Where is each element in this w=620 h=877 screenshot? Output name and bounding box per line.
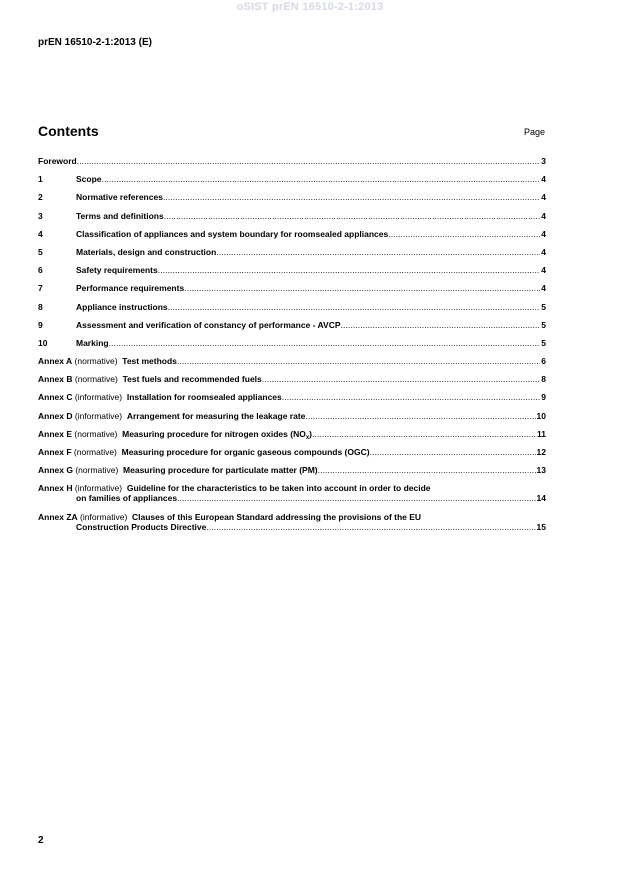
- leader-dots: [216, 247, 540, 257]
- annex-label: Annex E: [38, 428, 73, 439]
- toc-entry-page: 4: [541, 265, 546, 276]
- toc-entry-page: 11: [537, 428, 546, 439]
- toc-entry-title: Appliance instructions: [76, 301, 168, 312]
- page-number: 2: [38, 835, 44, 846]
- toc-entry-number: 8: [38, 301, 43, 312]
- toc-entry-number: 10: [38, 337, 48, 348]
- toc-entry-title: Assessment and verification of constancy of performance - AVCP: [76, 319, 341, 330]
- leader-dots: [168, 302, 541, 312]
- toc-entry-title: Marking: [76, 337, 109, 348]
- leader-dots: [318, 465, 536, 475]
- toc-entry-page: 5: [541, 301, 546, 312]
- toc-entry-clause-8[interactable]: [38, 302, 546, 312]
- toc-entry-number: 4: [38, 228, 43, 239]
- toc-entry-foreword[interactable]: [38, 156, 546, 166]
- toc-entry-page: 14: [536, 493, 546, 504]
- toc-entry-title: Arrangement for measuring the leakage rate: [126, 410, 306, 421]
- leader-dots: [312, 429, 536, 439]
- toc-entry-number: 5: [38, 246, 43, 257]
- annex-label: Annex A: [38, 356, 73, 367]
- toc-entry-title: Performance requirements: [76, 283, 185, 294]
- leader-dots: [184, 283, 540, 293]
- annex-label: Annex B: [38, 374, 73, 385]
- toc-entry-title: Test fuels and recommended fuels: [122, 374, 262, 385]
- toc-entry-title: Classification of appliances and system boundary for roomsealed appliances: [76, 228, 389, 239]
- toc-entry-page: 8: [541, 374, 546, 385]
- toc-entry-clause-10[interactable]: [38, 338, 546, 348]
- toc-entry-page: 12: [536, 447, 546, 457]
- toc-entry-line2: [38, 493, 546, 503]
- leader-dots: [370, 447, 536, 457]
- leader-dots: [177, 356, 540, 366]
- toc-entry-title: Normative references: [76, 192, 163, 203]
- subscript-x: x: [305, 434, 310, 441]
- toc-entry-number: 2: [38, 192, 43, 203]
- toc-entry-page: 5: [541, 337, 546, 348]
- toc-entry-title: Test methods: [122, 356, 177, 367]
- toc-entry-clause-7[interactable]: [38, 283, 546, 293]
- annex-type: (normative): [75, 465, 119, 476]
- toc-entry-number: 1: [38, 174, 43, 185]
- leader-dots: [305, 411, 535, 421]
- toc-entry-page: 4: [541, 228, 546, 239]
- leader-dots: [163, 192, 540, 202]
- toc-entry-title: Terms and definitions: [76, 210, 164, 221]
- toc-entry-clause-9[interactable]: [38, 320, 546, 330]
- toc-entry-title: Scope: [76, 174, 102, 185]
- leader-dots: [164, 211, 541, 221]
- toc-entry-clause-6[interactable]: [38, 265, 546, 275]
- toc-entry-annex-c[interactable]: [38, 392, 546, 402]
- toc-entry-title-cont: Construction Products Directive: [76, 521, 207, 532]
- toc-entry-page: 9: [541, 392, 546, 403]
- toc-entry-title: Installation for roomsealed appliances: [126, 392, 282, 403]
- toc-entry-number: 6: [38, 265, 43, 276]
- leader-dots: [206, 522, 535, 532]
- toc-entry-title: [122, 429, 312, 439]
- toc-entry-clause-2[interactable]: [38, 192, 546, 202]
- toc-entry-page: 10: [536, 410, 546, 421]
- annex-label: Annex ZA: [38, 511, 78, 522]
- toc-entry-annex-d[interactable]: [38, 411, 546, 421]
- toc-entry-page: 4: [541, 174, 546, 185]
- table-of-contents: [38, 156, 546, 540]
- toc-entry-page: 4: [541, 246, 546, 257]
- toc-entry-page: 4: [541, 210, 546, 221]
- toc-entry-line2: [38, 522, 546, 532]
- toc-entry-title: Measuring procedure for particulate matter (PM): [123, 465, 318, 476]
- toc-entry-number: 7: [38, 283, 43, 294]
- toc-entry-clause-1[interactable]: [38, 174, 546, 184]
- toc-entry-clause-3[interactable]: [38, 211, 546, 221]
- toc-entry-title-end: ): [309, 428, 313, 439]
- toc-entry-annex-a[interactable]: [38, 356, 546, 366]
- annex-type: (normative): [74, 428, 118, 439]
- toc-entry-title: Foreword: [38, 156, 77, 166]
- toc-entry-title-text: Measuring procedure for nitrogen oxides (NO: [122, 428, 306, 439]
- annex-type: (normative): [74, 374, 118, 385]
- toc-entry-line1: [38, 512, 546, 522]
- toc-entry-annex-e[interactable]: [38, 429, 546, 439]
- toc-entry-title: Clauses of this European Standard addressing the provisions of the EU: [132, 511, 422, 522]
- annex-type: (informative): [74, 483, 123, 494]
- contents-heading: Contents: [38, 123, 99, 139]
- toc-entry-annex-za[interactable]: [38, 512, 546, 532]
- annex-type: (informative): [74, 410, 123, 421]
- annex-type: (normative): [73, 447, 117, 457]
- leader-dots: [102, 174, 541, 184]
- annex-type: (normative): [74, 356, 118, 367]
- toc-entry-number: 3: [38, 210, 43, 221]
- annex-type: (informative): [80, 511, 128, 522]
- toc-entry-page: 4: [541, 283, 546, 294]
- toc-entry-page: 4: [541, 192, 546, 203]
- leader-dots: [388, 229, 540, 239]
- toc-entry-page: 13: [536, 465, 546, 476]
- annex-type: (informative): [74, 392, 123, 403]
- toc-entry-title-cont: on families of appliances: [76, 493, 178, 504]
- annex-label: Annex D: [38, 410, 73, 421]
- toc-entry-title: Materials, design and construction: [76, 246, 217, 257]
- page-column-label: Page: [523, 127, 545, 137]
- toc-entry-line1: [38, 483, 546, 493]
- toc-entry-clause-4[interactable]: [38, 229, 546, 239]
- leader-dots: [177, 493, 535, 503]
- leader-dots: [341, 320, 541, 330]
- toc-entry-page: 6: [541, 356, 546, 367]
- leader-dots: [262, 374, 541, 384]
- annex-label: Annex H: [38, 483, 73, 494]
- toc-entry-title: Guideline for the characteristics to be taken into account in order to decide: [126, 483, 431, 494]
- toc-entry-number: 9: [38, 319, 43, 330]
- annex-label: Annex G: [38, 465, 73, 476]
- leader-dots: [109, 338, 541, 348]
- toc-entry-title: Safety requirements: [76, 265, 158, 276]
- toc-entry-page: 5: [541, 319, 546, 330]
- annex-label: Annex F: [38, 447, 72, 457]
- toc-entry-title: Measuring procedure for organic gaseous compounds (OGC): [121, 447, 370, 457]
- toc-entry-page: 3: [541, 156, 546, 166]
- document-id: prEN 16510-2-1:2013 (E): [38, 37, 152, 48]
- toc-entry-annex-g[interactable]: [38, 465, 546, 475]
- leader-dots: [158, 265, 541, 275]
- toc-entry-annex-h[interactable]: [38, 483, 546, 503]
- watermark: oSIST prEN 16510-2-1:2013: [236, 1, 384, 13]
- annex-label: Annex C: [38, 392, 73, 403]
- toc-entry-page: 15: [536, 521, 546, 532]
- leader-dots: [282, 392, 541, 402]
- leader-dots: [77, 156, 541, 166]
- toc-entry-annex-f[interactable]: [38, 447, 546, 457]
- toc-entry-annex-b[interactable]: [38, 374, 546, 384]
- toc-entry-clause-5[interactable]: [38, 247, 546, 257]
